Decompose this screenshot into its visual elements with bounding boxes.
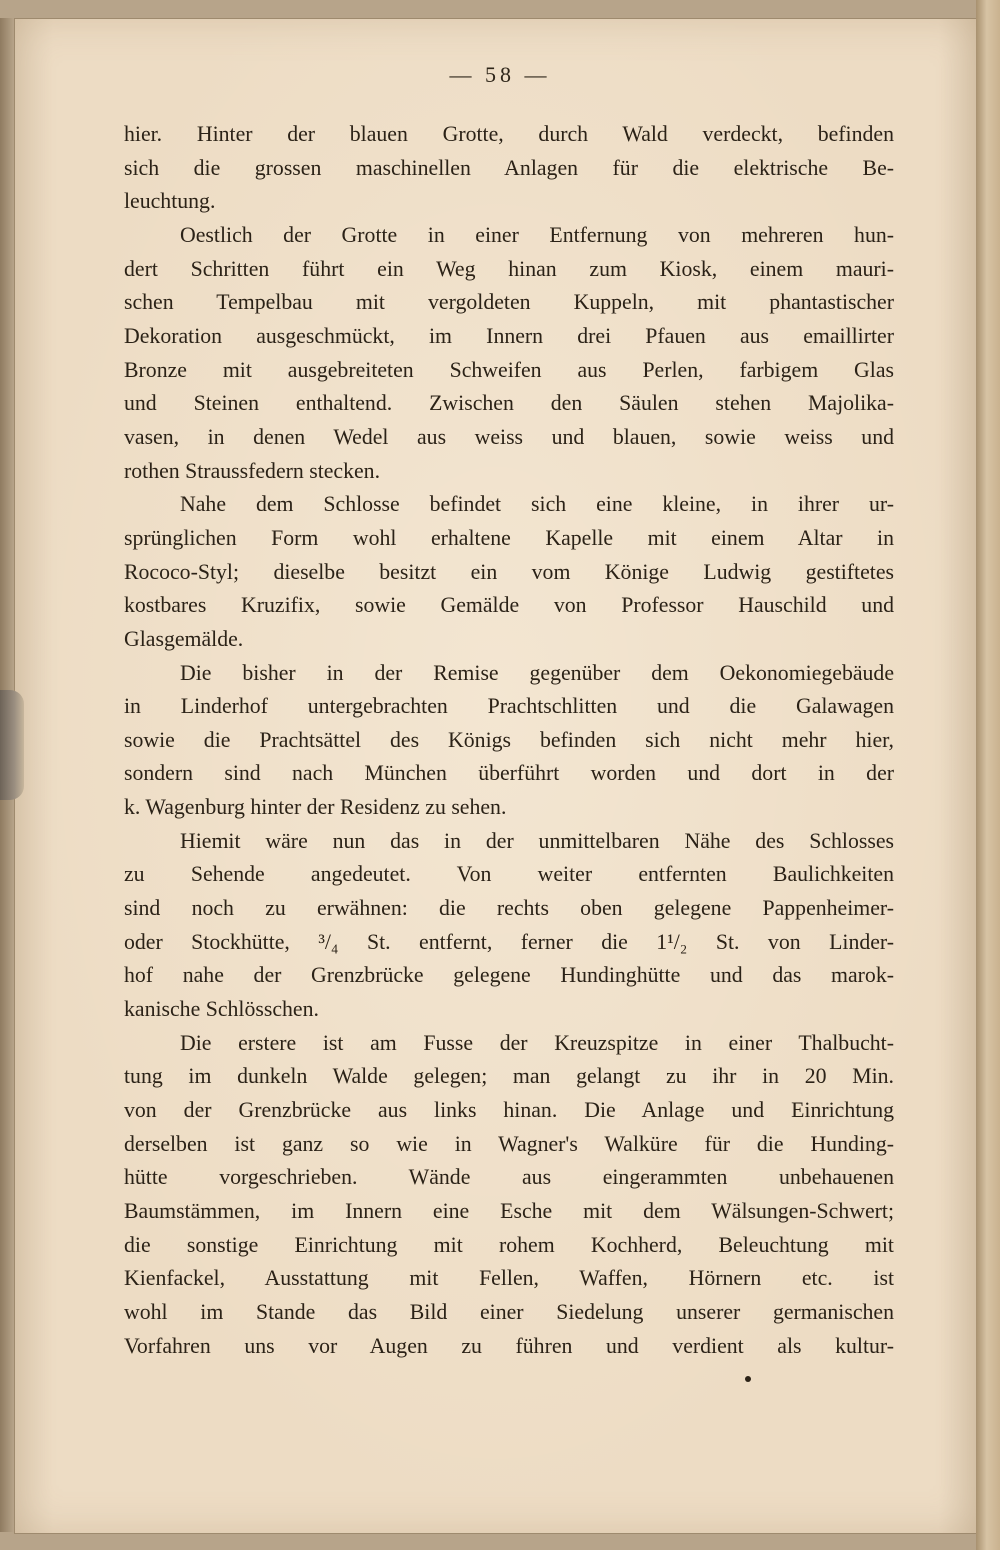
- text-line: und Steinen enthaltend. Zwischen den Säulen stehen Majolika-: [124, 391, 894, 416]
- text-line: Bronze mit ausgebreiteten Schweifen aus Perlen, farbigem Glas: [124, 357, 894, 382]
- text-line: wohl im Stande das Bild einer Siedelung unserer germanischen: [124, 1299, 894, 1324]
- text-line: hier. Hinter der blauen Grotte, durch Wald verdeckt, befinden: [124, 122, 894, 146]
- text-line: tung im dunkeln Walde gelegen; man gelangt zu ihr in 20 Min.: [124, 1064, 894, 1089]
- text-line: zu Sehende angedeutet. Von weiter entfernten Baulichkeiten: [124, 862, 894, 887]
- text-line: Die bisher in der Remise gegenüber dem Oekonomiegebäude: [180, 660, 894, 685]
- text-line: sprünglichen Form wohl erhaltene Kapelle mit einem Altar in: [124, 525, 894, 550]
- text-line: sich die grossen maschinellen Anlagen für die elektrische Be-: [124, 155, 894, 180]
- text-line: Dekoration ausgeschmückt, im Innern drei Pfauen aus emaillirter: [124, 323, 894, 348]
- text-line: derselben ist ganz so wie in Wagner's Walküre für die Hunding-: [124, 1131, 894, 1156]
- text-line: Oestlich der Grotte in einer Entfernung von mehreren hun-: [180, 222, 894, 247]
- text-line: die sonstige Einrichtung mit rohem Kochherd, Beleuchtung mit: [124, 1232, 894, 1257]
- text-line: Rococo-Styl; dieselbe besitzt ein vom Könige Ludwig gestiftetes: [124, 559, 894, 584]
- paragraph-4: [124, 657, 894, 825]
- binding-tab: [0, 690, 24, 800]
- text-line: vasen, in denen Wedel aus weiss und blauen, sowie weiss und: [124, 424, 894, 449]
- text-line: Hiemit wäre nun das in der unmittelbaren Nähe des Schlosses: [180, 828, 894, 853]
- text-line: von der Grenzbrücke aus links hinan. Die Anlage und Einrichtung: [124, 1098, 894, 1123]
- text-line: oder Stockhütte, ³/₄ St. entfernt, ferner die 1¹/₂ St. von Linder-: [124, 929, 894, 954]
- text-line: Vorfahren uns vor Augen zu führen und verdient als kultur-: [124, 1333, 894, 1358]
- text-line: Kienfackel, Ausstattung mit Fellen, Waffen, Hörnern etc. ist: [124, 1266, 894, 1291]
- text-line: sind noch zu erwähnen: die rechts oben gelegene Pappenheimer-: [124, 896, 894, 921]
- text-line: Glasgemälde.: [124, 626, 244, 651]
- page-edge-strip: [976, 0, 1000, 1550]
- text-line: k. Wagenburg hinter der Residenz zu sehen.: [124, 795, 507, 820]
- text-line: hütte vorgeschrieben. Wände aus eingerammten unbehauenen: [124, 1165, 894, 1190]
- text-line: leuchtung.: [124, 189, 216, 214]
- text-line: in Linderhof untergebrachten Prachtschlitten und die Galawagen: [124, 694, 894, 719]
- text-line: hof nahe der Grenzbrücke gelegene Hundinghütte und das marok-: [124, 963, 894, 988]
- text-line: Baumstämmen, im Innern eine Esche mit dem Wälsungen-Schwert;: [124, 1199, 894, 1223]
- text-line: sondern sind nach München überführt worden und dort in der: [124, 761, 894, 786]
- text-line: dert Schritten führt ein Weg hinan zum Kiosk, einem mauri-: [124, 256, 894, 281]
- text-line: rothen Straussfedern stecken.: [124, 458, 381, 483]
- text-line: sowie die Prachtsättel des Königs befinden sich nicht mehr hier,: [124, 727, 894, 752]
- body-text: [124, 118, 894, 1363]
- paragraph-3: [124, 488, 894, 656]
- text-line: Nahe dem Schlosse befindet sich eine kleine, in ihrer ur-: [180, 492, 894, 517]
- paragraph-1: [124, 118, 894, 219]
- page-number: — 58 —: [449, 62, 551, 87]
- paragraph-6: [124, 1027, 894, 1364]
- paragraph-2: [124, 219, 894, 488]
- text-line: schen Tempelbau mit vergoldeten Kuppeln, mit phantastischer: [124, 290, 894, 315]
- ink-speck: [745, 1376, 751, 1382]
- paragraph-5: [124, 825, 894, 1027]
- text-line: Die erstere ist am Fusse der Kreuzspitze in einer Thalbucht-: [180, 1030, 894, 1055]
- text-line: kostbares Kruzifix, sowie Gemälde von Professor Hauschild und: [124, 593, 894, 618]
- text-line: kanische Schlösschen.: [124, 997, 319, 1022]
